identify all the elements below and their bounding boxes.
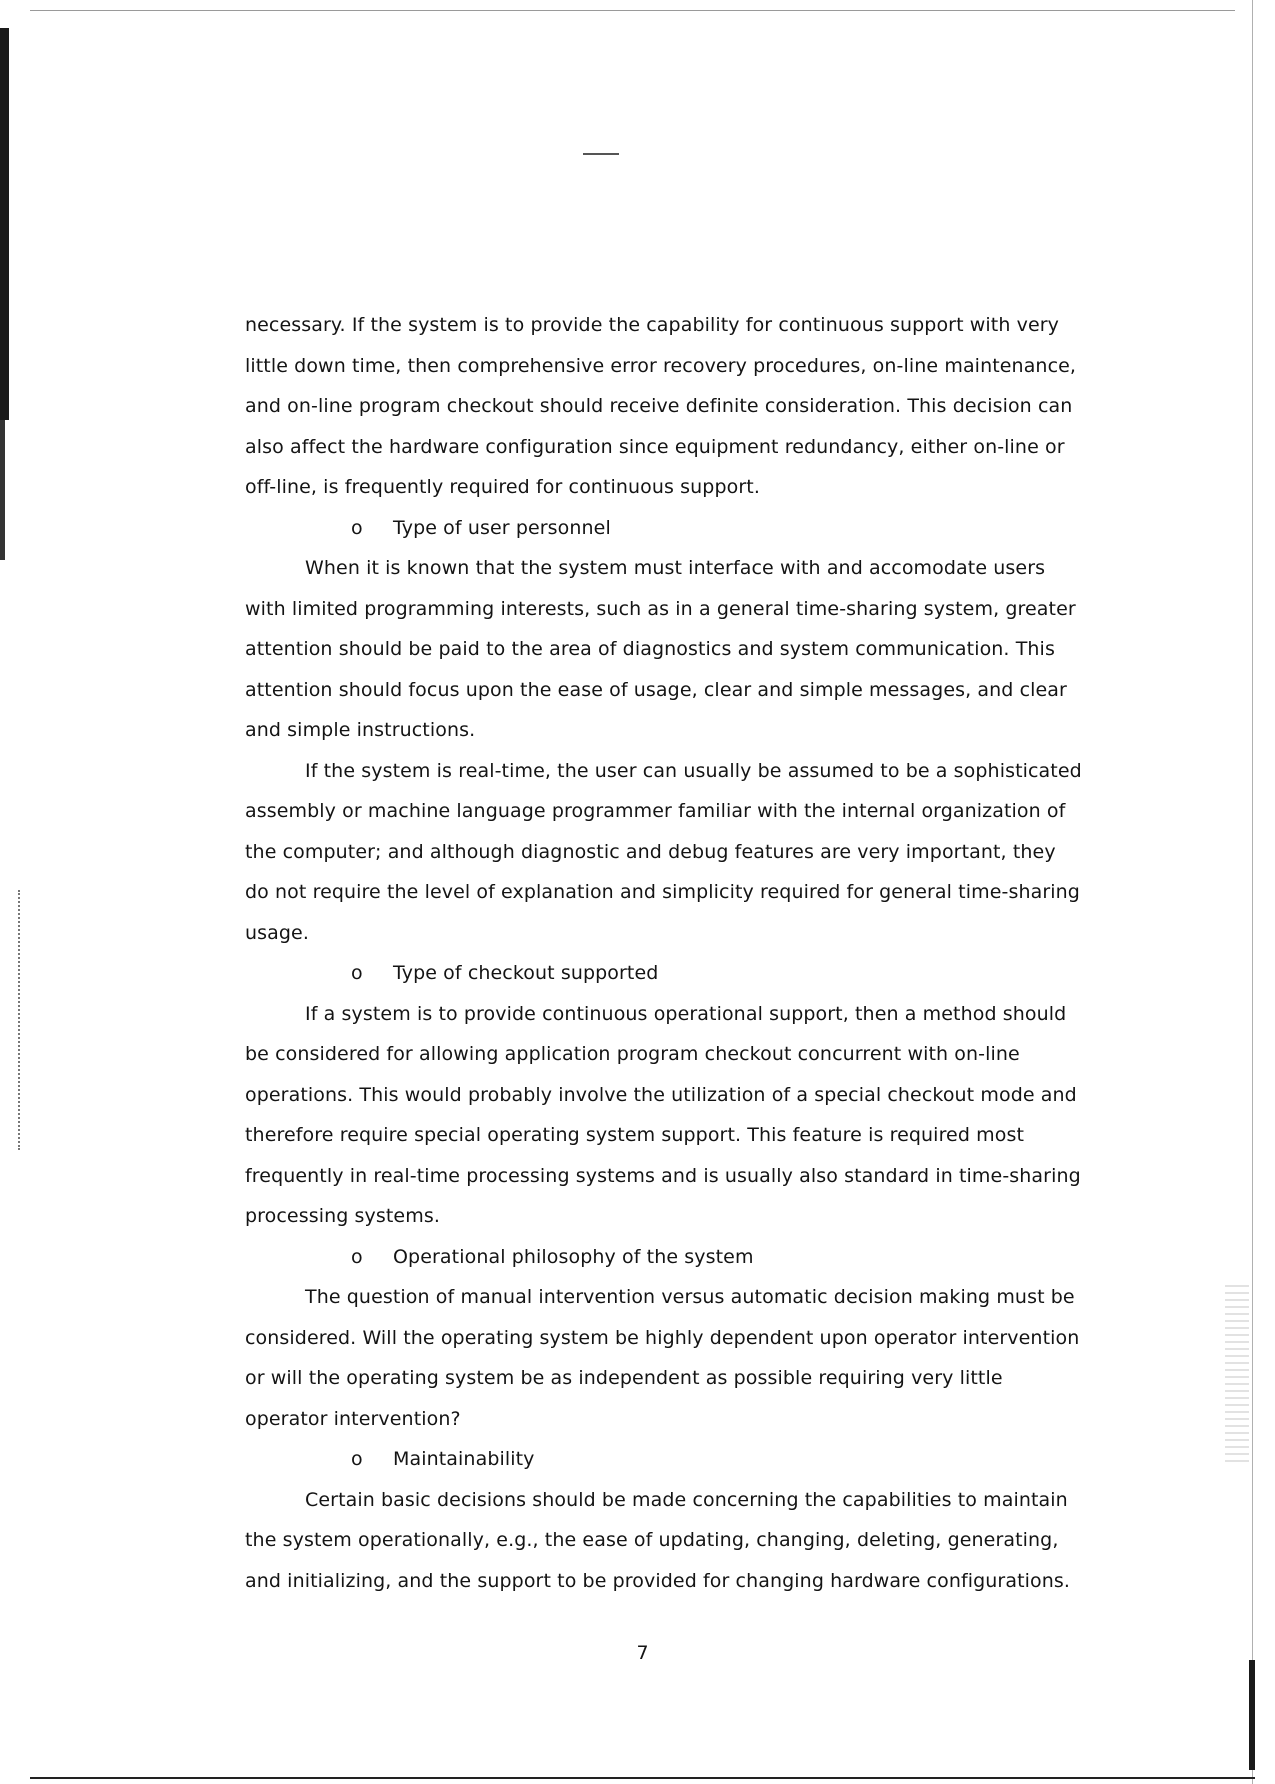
bullet-heading-text: Maintainability	[393, 1448, 535, 1470]
scan-border-bottom	[30, 1777, 1255, 1779]
body-text	[245, 305, 1085, 1601]
bullet-marker: o	[351, 962, 363, 984]
bullet-heading	[245, 508, 1085, 549]
bullet-heading	[245, 953, 1085, 994]
bullet-marker: o	[351, 516, 363, 539]
bullet-heading-text: Type of checkout supported	[393, 962, 659, 984]
bullet-heading	[245, 1439, 1085, 1480]
scan-edge-right	[1249, 1660, 1255, 1770]
paragraph: If a system is to provide continuous operational support, then a method should be considered for allowing application program checkout concurrent with on-line operations. This would probably involve the utilization of a special checkout mode and therefore require special operating system support. This feature is required most frequently in real-time processing systems and is usually also standard in time-sharing processing systems.	[245, 1002, 1081, 1227]
bullet-heading	[245, 1237, 1085, 1278]
paragraph: When it is known that the system must interface with and accomodate users with limited programming interests, such as in a general time-sharing system, greater attention should be paid to the area of diagnostics and system communication. This attention should focus upon the ease of usage, clear and simple messages, and clear and simple instructions.	[245, 557, 1076, 741]
scan-noise-right	[1225, 1285, 1249, 1465]
page-number: 7	[636, 1642, 649, 1664]
scan-border-top	[30, 10, 1235, 11]
paragraph: Certain basic decisions should be made concerning the capabilities to maintain the system operationally, e.g., the ease of updating, changing, deleting, generating, and initializing, and the support to be provided for changing hardware configurations.	[245, 1488, 1071, 1592]
bullet-marker: o	[351, 1448, 363, 1470]
scan-edge-left	[0, 28, 9, 420]
bullet-heading-text: Type of user personnel	[393, 516, 611, 539]
bullet-marker: o	[351, 1245, 363, 1268]
scan-border-right	[1252, 0, 1253, 1784]
scan-edge-left-lower	[0, 420, 5, 560]
header-dash-mark	[583, 153, 619, 155]
paragraph: The question of manual intervention versus automatic decision making must be considered. Will the operating system be highly dependent upon operator intervention or will the operating system be as independent as possible requiring very little operator intervention?	[245, 1286, 1080, 1430]
bullet-heading-text: Operational philosophy of the system	[393, 1245, 754, 1268]
paragraph: If the system is real-time, the user can usually be assumed to be a sophisticated assembly or machine language programmer familiar with the internal organization of the computer; and although diagnostic and debug features are very important, they do not require the level of explanation and simplicity required for general time-sharing usage.	[245, 759, 1082, 944]
scan-marks-left	[18, 890, 22, 1150]
paragraph: necessary. If the system is to provide the capability for continuous support with very little down time, then comprehensive error recovery procedures, on-line maintenance, and on-line program checkout should receive definite consideration. This decision can also affect the hardware configuration since equipment redundancy, either on-line or off-line, is frequently required for continuous support.	[245, 314, 1077, 498]
